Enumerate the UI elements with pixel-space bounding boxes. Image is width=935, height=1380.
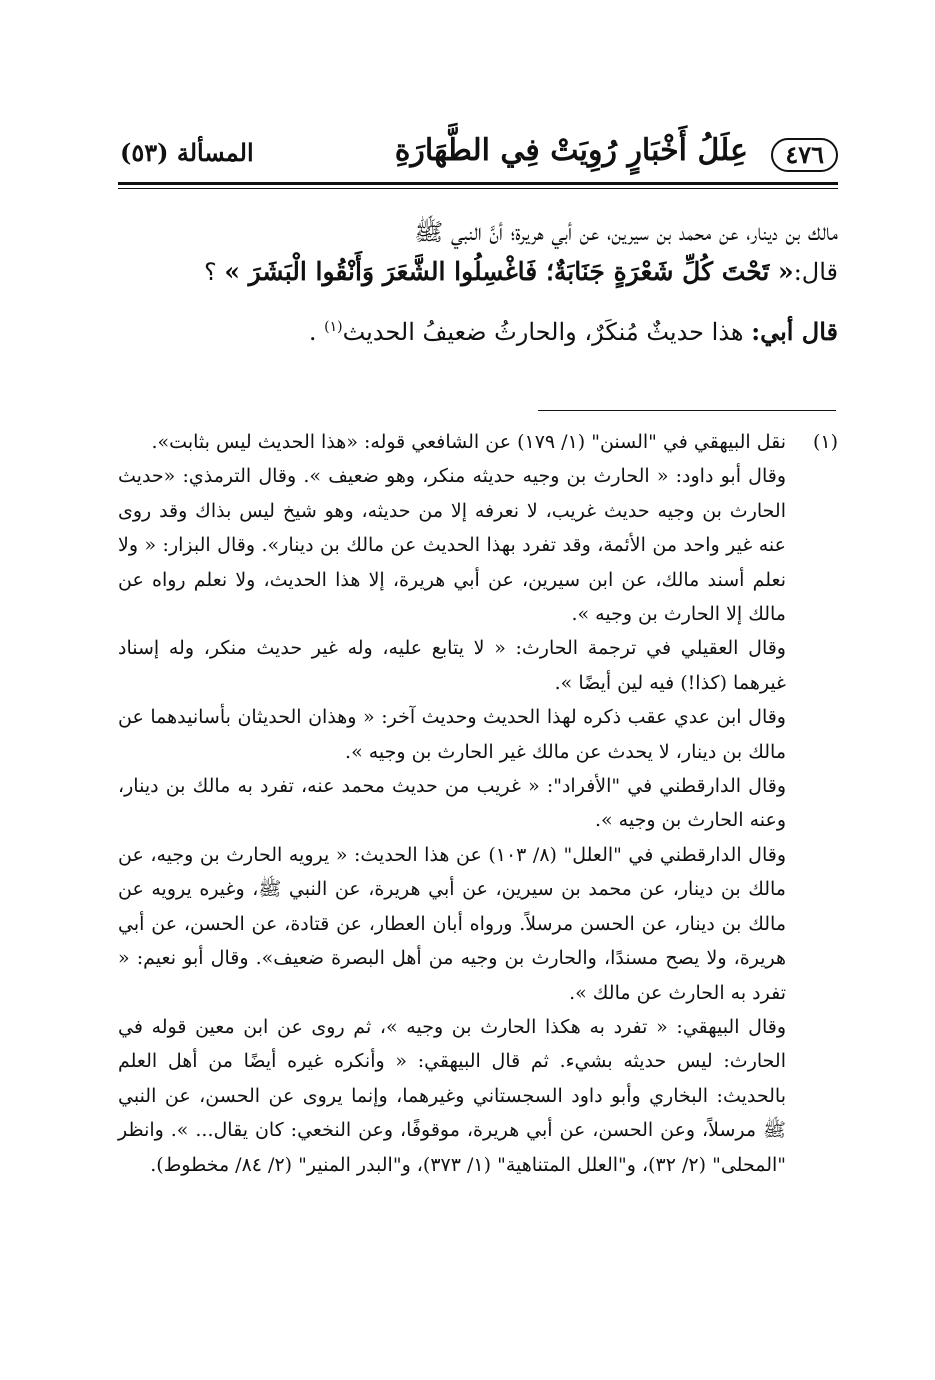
header-rule-thin	[118, 188, 838, 189]
header-rule-thick	[118, 182, 838, 185]
main-text	[118, 212, 838, 352]
footnote-paragraph: وقال الدارقطني في "العلل" (٨/ ١٠٣) عن هذا الحديث: « يرويه الحارث بن وجيه، عن مالك بن دينار، عن محمد بن سيرين، عن أبي هريرة، عن النبي ﷺ، وغيره يرويه عن مالك بن دينار، عن الحسن مرسلاً. ورواه أبان العطار، عن قتادة، عن الحسن، عن أبي هريرة، ولا يصح مسندًا، والحارث بن وجيه من أهل البصرة ضعيف». وقال أبو نعيم: « تفرد به الحارث عن مالك ».	[118, 843, 787, 1004]
footnote-separator	[538, 410, 836, 411]
footnote-paragraph: وقال ابن عدي عقب ذكره لهذا الحديث وحديث آخر: « وهذان الحديثان بأسانيدهما عن مالك بن دينار، لا يحدث عن مالك غير الحارث بن وجيه ».	[118, 706, 786, 763]
verdict-lead: قال أبي:	[751, 317, 838, 346]
running-title: عِلَلُ أَخْبَارٍ رُوِيَتْ فِي الطَّهَارَةِ	[394, 133, 748, 168]
footnote	[118, 425, 838, 1182]
page-number: ٤٧٦	[771, 138, 838, 172]
footnote-paragraph: وقال العقيلي في ترجمة الحارث: « لا يتابع عليه، وله غير حديث منكر، وله إسناد غيرهما (كذا!) فيه لين أيضًا ».	[118, 637, 786, 694]
issue-label: المسألة (٥٣)	[120, 138, 254, 167]
verdict-end: .	[308, 318, 325, 346]
main-line-1: مالك بن دينار، عن محمد بن سيرين، عن أبي هريرة؛ أنَّ النبي ﷺ	[414, 218, 838, 246]
verdict	[118, 312, 838, 352]
question-mark: ؟	[203, 258, 225, 286]
footnote-body	[118, 425, 786, 1182]
verdict-text: هذا حديثٌ مُنكَرٌ، والحارثُ ضعيفُ الحديث	[342, 318, 752, 346]
footnote-ref: (١)	[324, 319, 343, 335]
footnote-paragraph: وقال أبو داود: « الحارث بن وجيه حديثه منكر، وهو ضعيف ». وقال الترمذي: «حديث الحارث بن وجيه حديث غريب، لا نعرفه إلا من حديثه، وهو شيخ ليس بذاك وقد روى عنه غير واحد من الأئمة، وقد تفرد بهذا الحديث عن مالك بن دينار». وقال البزار: « ولا نعلم أسند مالك، عن ابن سيرين، عن أبي هريرة، إلا هذا الحديث، ولا نعلم رواه عن مالك إلا الحارث بن وجيه ».	[118, 465, 786, 626]
footnote-paragraph: نقل البيهقي في "السنن" (١/ ١٧٩) عن الشافعي قوله: «هذا الحديث ليس بثابت».	[151, 431, 786, 453]
hadith-intro: قال:	[793, 258, 838, 286]
hadith-text: « تَحْتَ كُلِّ شَعْرَةٍ جَنَابَةٌ؛ فَاغْسِلُوا الشَّعَرَ وَأَنْقُوا الْبَشَرَ »	[224, 257, 794, 286]
page-header	[118, 130, 838, 180]
footnote-paragraph: وقال الدارقطني في "الأفراد": « غريب من حديث محمد عنه، تفرد به مالك بن دينار، وعنه الحارث بن وجيه ».	[118, 775, 786, 832]
main-line-2	[118, 252, 838, 292]
footnote-marker: (١)	[812, 431, 838, 453]
footnote-paragraph: وقال البيهقي: « تفرد به هكذا الحارث بن وجيه »، ثم روى عن ابن معين قوله في الحارث: ليس حديثه بشيء. ثم قال البيهقي: « وأنكره غيره أيضًا من أهل العلم بالحديث: البخاري وأبو داود السجستاني وغيرهما، وإنما يروى عن الحسن، عن النبي ﷺ مرسلاً، وعن الحسن، عن أبي هريرة، موقوفًا، وعن النخعي: كان يقال... ». وانظر "المحلى" (٢/ ٣٢)، و"العلل المتناهية" (١/ ٣٧٣)، و"البدر المنير" (٢/ ٨٤/ مخطوط).	[118, 1015, 786, 1176]
